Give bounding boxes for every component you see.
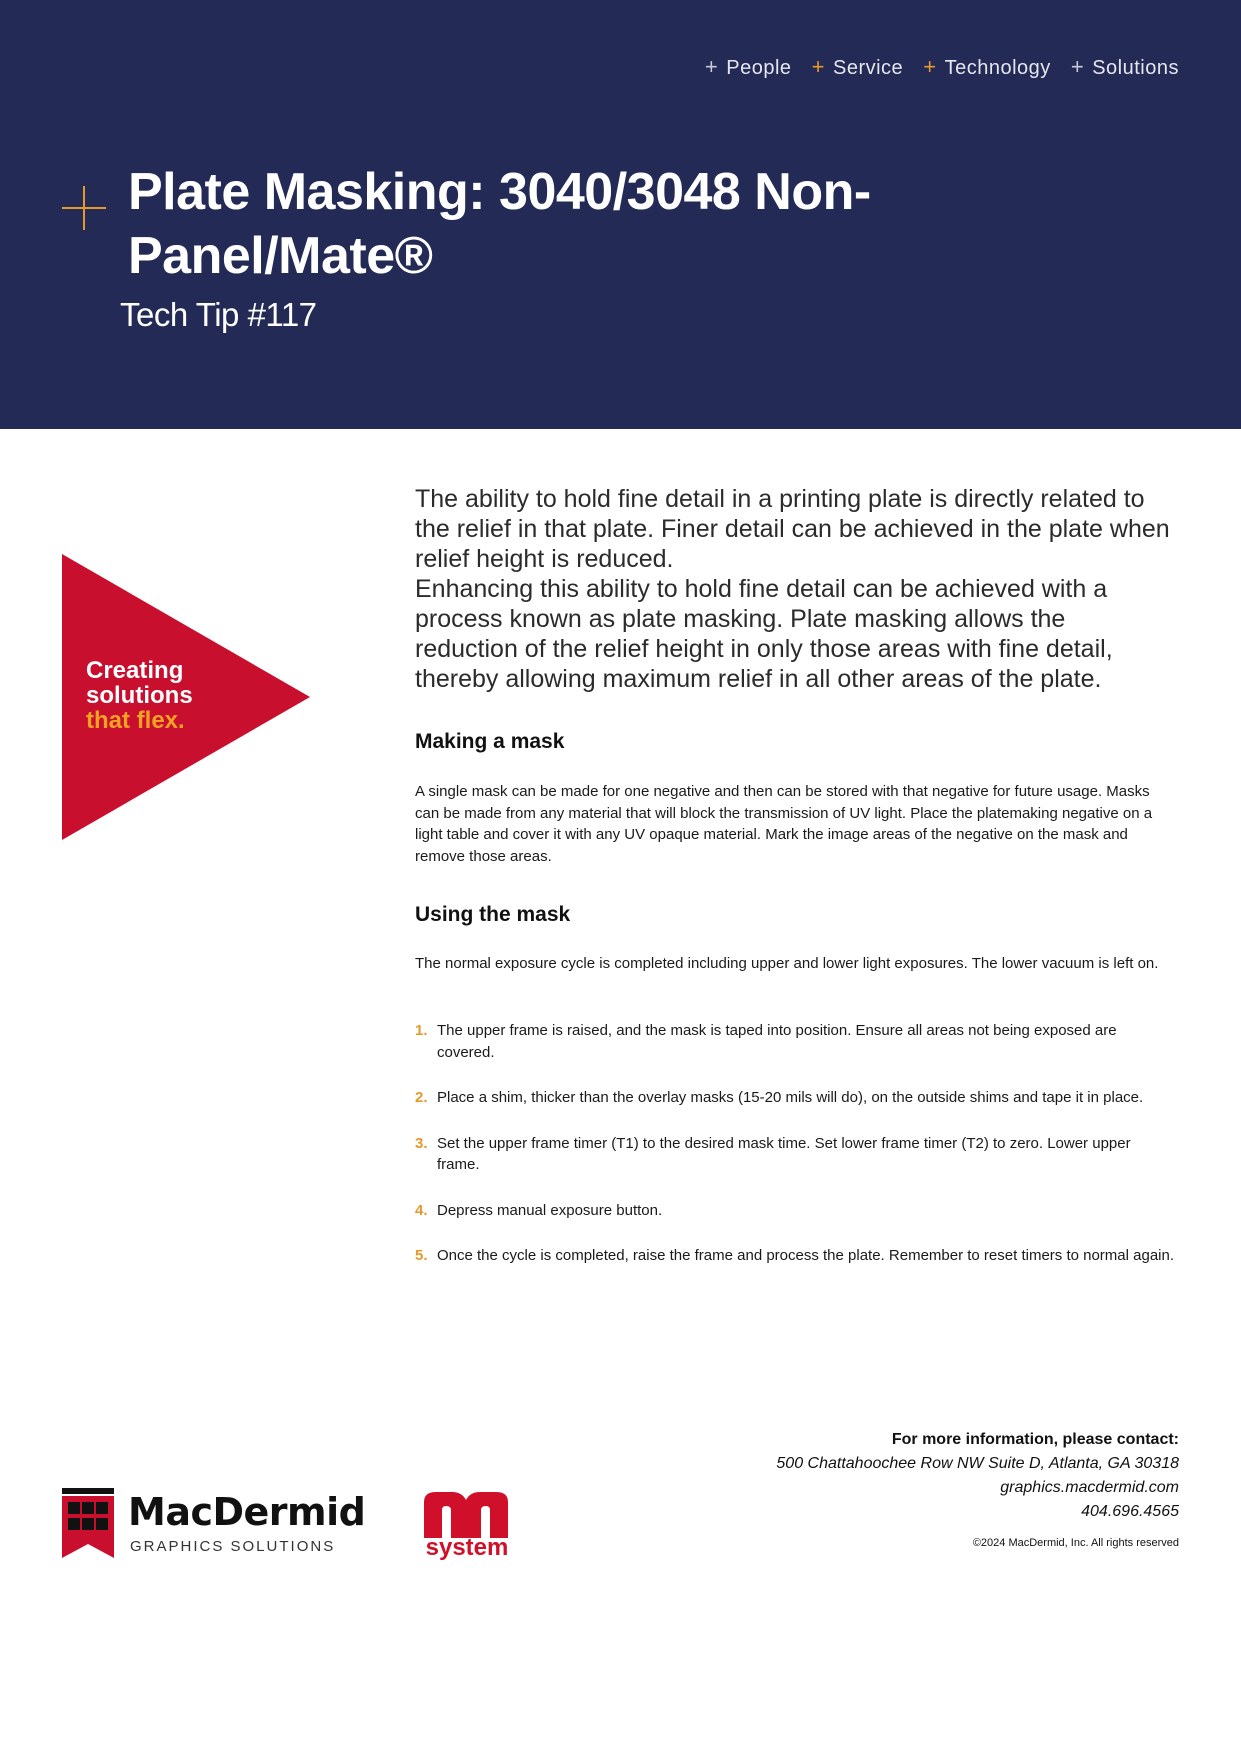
copyright: ©2024 MacDermid, Inc. All rights reserved: [972, 1537, 1179, 1549]
macdermid-name: MacDermid: [128, 1490, 366, 1534]
creating-solutions-badge: [62, 554, 310, 840]
list-item: 5. Once the cycle is completed, raise the frame and process the plate. Remember to reset timers to normal again.: [415, 1247, 1175, 1264]
tagline-item-service: + Service: [811, 54, 904, 79]
steps-list: [415, 1020, 1175, 1291]
title-line-2: Panel/Mate®: [128, 227, 433, 285]
header-banner: [0, 0, 1241, 429]
contact-address: 500 Chattahoochee Row NW Suite D, Atlanta, GA 30318: [776, 1455, 1179, 1472]
list-item: 4. Depress manual exposure button.: [415, 1201, 663, 1219]
using-mask-heading: Using the mask: [415, 903, 571, 926]
plus-icon: +: [704, 54, 719, 79]
list-item: 1. The upper frame is raised, and the mask is taped into position. Ensure all areas not being exposed are covered.: [415, 1022, 1117, 1061]
page-title: [128, 160, 1028, 288]
tagline-item-people: + People: [704, 54, 792, 79]
title-line-1: Plate Masking: 3040/3048 Non-: [128, 163, 871, 221]
making-mask-heading: Making a mask: [415, 730, 565, 753]
intro-text: [415, 484, 1175, 694]
list-item: 2. Place a shim, thicker than the overlay masks (15-20 mils will do), on the outside shims and tape it in place.: [415, 1089, 1144, 1106]
macdermid-subtitle: GRAPHICS SOLUTIONS: [130, 1538, 336, 1555]
m-system-logo: [418, 1488, 514, 1560]
page-subtitle: Tech Tip #117: [120, 296, 317, 333]
intro-paragraph-1: The ability to hold fine detail in a printing plate is directly related to the relief in that plate. Finer detail can be achieved in the plate when relief height is reduced.: [415, 485, 1170, 573]
contact-heading: For more information, please contact:: [891, 1431, 1179, 1448]
contact-phone: 404.696.4565: [1081, 1503, 1179, 1520]
badge-text: Creating solutions that flex.: [86, 657, 193, 734]
making-mask-body: A single mask can be made for one negative and then can be stored with that negative for future usage. Masks can be made from any material that will block the transmission of UV light. Place the platemaking negative on a light table and cover it with any UV opaque material. Mark the image areas of the negative on the mask and remove those areas.: [415, 783, 1153, 865]
plus-icon: +: [811, 54, 825, 79]
m-system-word: system: [425, 1534, 509, 1561]
using-mask-body: The normal exposure cycle is completed including upper and lower light exposures. The lower vacuum is left on.: [415, 955, 1159, 972]
tagline: [691, 54, 1179, 80]
contact-block: [776, 1428, 1179, 1550]
title-plus-icon: [62, 186, 106, 230]
macdermid-mark-icon: [62, 1488, 118, 1558]
plus-icon: +: [923, 54, 937, 79]
m-letter-icon: [418, 1488, 514, 1540]
list-item: 3. Set the upper frame timer (T1) to the desired mask time. Set lower frame timer (T2) to zero. Lower upper frame.: [415, 1134, 1131, 1173]
tagline-item-solutions: + Solutions: [1070, 54, 1179, 79]
macdermid-logo: [62, 1488, 366, 1560]
plus-icon: +: [1070, 54, 1085, 79]
contact-website[interactable]: graphics.macdermid.com: [1000, 1479, 1179, 1496]
intro-paragraph-2: Enhancing this ability to hold fine detail can be achieved with a process known as plate masking. Plate masking allows the reduction of the relief height in only those areas with fine detail, thereby allowing maximum relief in all other areas of the plate.: [415, 575, 1113, 693]
tagline-item-technology: + Technology: [923, 54, 1051, 79]
